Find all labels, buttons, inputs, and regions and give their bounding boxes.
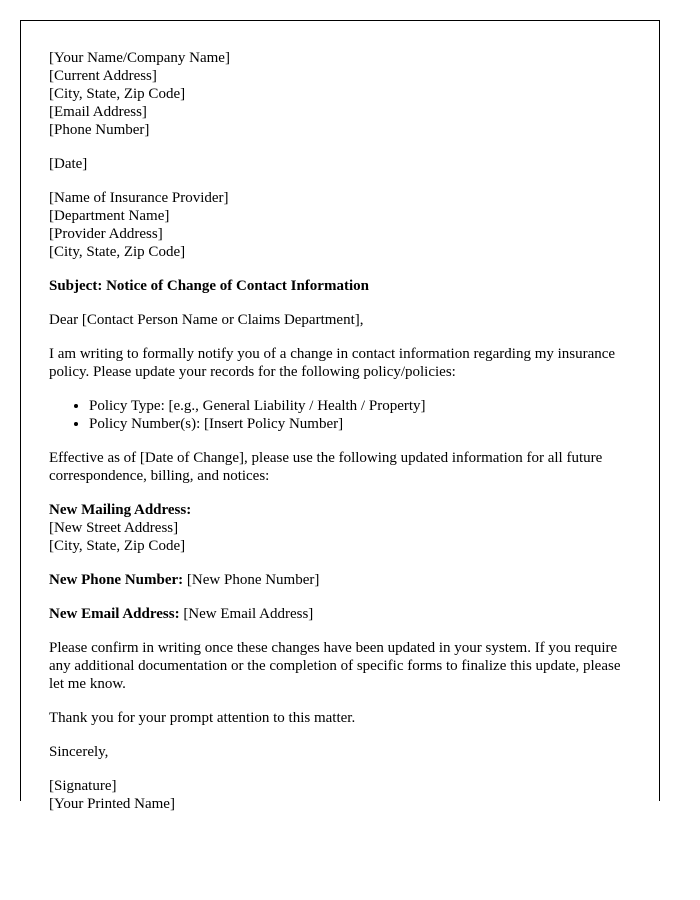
- salutation: Dear [Contact Person Name or Claims Department],: [49, 312, 364, 328]
- policy-list-item: • Policy Type: [e.g., General Liability / Health / Property]: [89, 397, 629, 415]
- policy-list: [49, 397, 629, 433]
- recipient-city-state-zip: [City, State, Zip Code]: [49, 244, 186, 260]
- subject-line: Subject: Notice of Change of Contact Information: [49, 278, 369, 294]
- confirm-paragraph: Please confirm in writing once these changes have been updated in your system. If you require any additional documentation or the completion of specific forms to finalize this update, please let me know.: [49, 640, 621, 692]
- date-line: [Date]: [49, 156, 88, 172]
- effective-paragraph: Effective as of [Date of Change], please use the following updated information for all future correspondence, billing, and notices:: [49, 450, 603, 484]
- sender-city-state-zip: [City, State, Zip Code]: [49, 86, 186, 102]
- new-phone-value: [New Phone Number]: [183, 572, 320, 588]
- new-phone-line: [49, 571, 629, 589]
- letter-page: [20, 20, 660, 812]
- intro-paragraph: I am writing to formally notify you of a change in contact information regarding my insurance policy. Please update your records for the following policy/policies:: [49, 346, 616, 380]
- new-mailing-city-state-zip: [City, State, Zip Code]: [49, 538, 186, 554]
- policy-list-item: • Policy Number(s): [Insert Policy Number]: [89, 415, 629, 433]
- recipient-provider: [Name of Insurance Provider]: [49, 190, 229, 206]
- new-mailing-block: [49, 501, 629, 555]
- new-mailing-label: New Mailing Address:: [49, 502, 192, 518]
- sender-email: [Email Address]: [49, 104, 147, 120]
- new-email-label: New Email Address:: [49, 606, 180, 622]
- recipient-block: [49, 189, 629, 261]
- new-mailing-street: [New Street Address]: [49, 520, 179, 536]
- closing: Sincerely,: [49, 744, 109, 760]
- new-email-value: [New Email Address]: [179, 606, 314, 622]
- sender-name: [Your Name/Company Name]: [49, 50, 230, 66]
- signature-block: [49, 777, 629, 813]
- new-email-line: [49, 605, 629, 623]
- sender-block: [49, 49, 629, 139]
- recipient-department: [Department Name]: [49, 208, 170, 224]
- thanks-paragraph: Thank you for your prompt attention to this matter.: [49, 710, 356, 726]
- sender-address: [Current Address]: [49, 68, 157, 84]
- recipient-address: [Provider Address]: [49, 226, 163, 242]
- sender-phone: [Phone Number]: [49, 122, 150, 138]
- printed-name: [Your Printed Name]: [49, 796, 175, 812]
- new-phone-label: New Phone Number:: [49, 572, 184, 588]
- signature-line: [Signature]: [49, 778, 117, 794]
- letter-body: [49, 49, 629, 829]
